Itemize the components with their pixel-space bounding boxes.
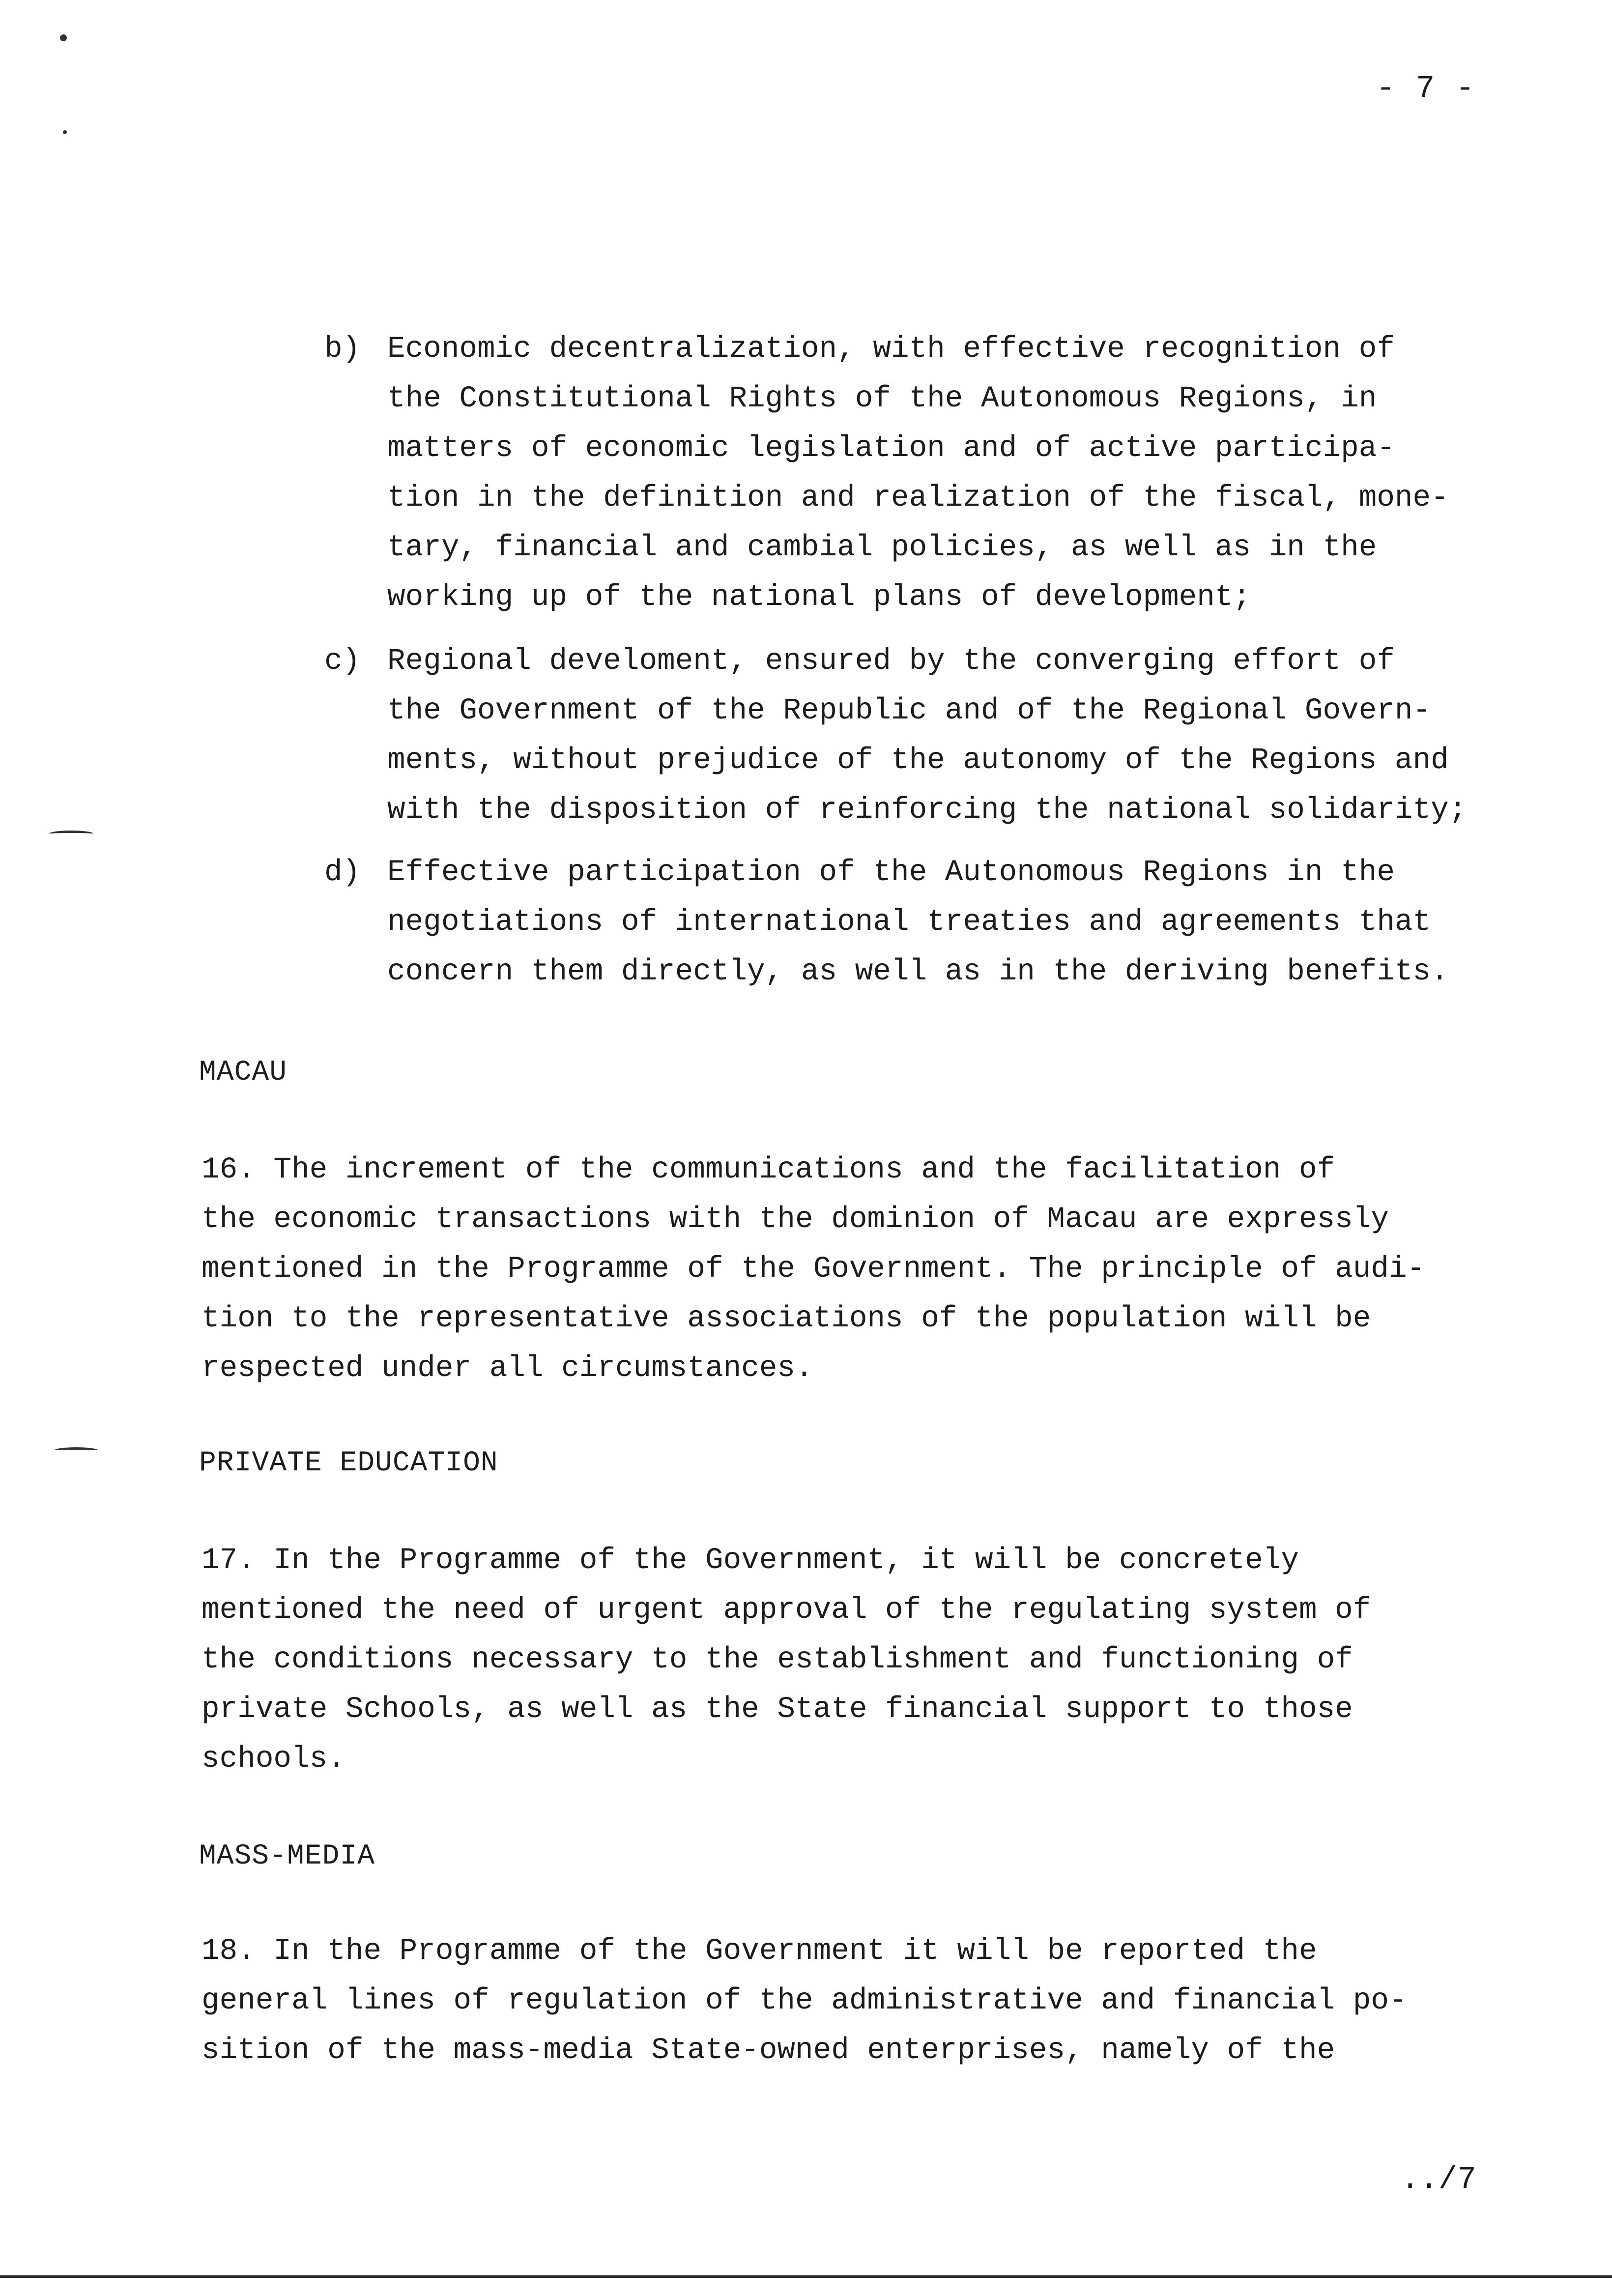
margin-mark xyxy=(49,831,93,837)
paragraph-18: 18. In the Programme of the Government it will be reported the general lines of regulation of the administrative and financial po- sition of the mass-media State-owned enterprises, namely of the xyxy=(202,1934,1407,2067)
item-label: c) xyxy=(324,644,361,678)
list-item-d xyxy=(324,848,1563,997)
footer-rule xyxy=(0,2275,1612,2278)
page-number: - 7 - xyxy=(1376,71,1476,107)
continuation-marker: ../7 xyxy=(1401,2162,1476,2198)
item-text: Regional develoment, ensured by the converging effort of the Government of the Republic and of the Regional Govern- ments, without prejudice of the autonomy of the Regions and with the disposition of reinforcing the national solidarity; xyxy=(387,644,1467,827)
item-text: Effective participation of the Autonomous Regions in the negotiations of international treaties and agreements that concern them directly, as well as in the deriving benefits. xyxy=(387,856,1449,989)
item-label: d) xyxy=(324,856,361,890)
scan-dot xyxy=(60,34,67,41)
list-item-c xyxy=(324,636,1563,835)
section-heading-macau: MACAU xyxy=(199,1057,288,1089)
paragraph-16: 16. The increment of the communications and the facilitation of the economic transactions with the dominion of Macau are expressly mentioned in the Programme of the Government. The principle of audi- tion to the representative associations of the population will be respected under all circumstances. xyxy=(202,1153,1425,1385)
scan-dot xyxy=(63,130,67,134)
margin-mark xyxy=(54,1447,98,1454)
list-item-b xyxy=(324,324,1563,622)
item-label: b) xyxy=(324,332,361,366)
section-heading-mass-media: MASS-MEDIA xyxy=(199,1840,375,1872)
paragraph-17: 17. In the Programme of the Government, it will be concretely mentioned the need of urgent approval of the regulating system of the conditions necessary to the establishment and functioning of private Schools, as well as the State financial support to those schools. xyxy=(202,1544,1371,1776)
item-text: Economic decentralization, with effective recognition of the Constitutional Rights of the Autonomous Regions, in matters of economic legislation and of active participa- tion in the definition and realization of the fiscal, mone- tary, financial and cambial policies, as well as in the working up of the national plans of development; xyxy=(387,332,1449,614)
section-heading-private-education: PRIVATE EDUCATION xyxy=(199,1447,498,1479)
